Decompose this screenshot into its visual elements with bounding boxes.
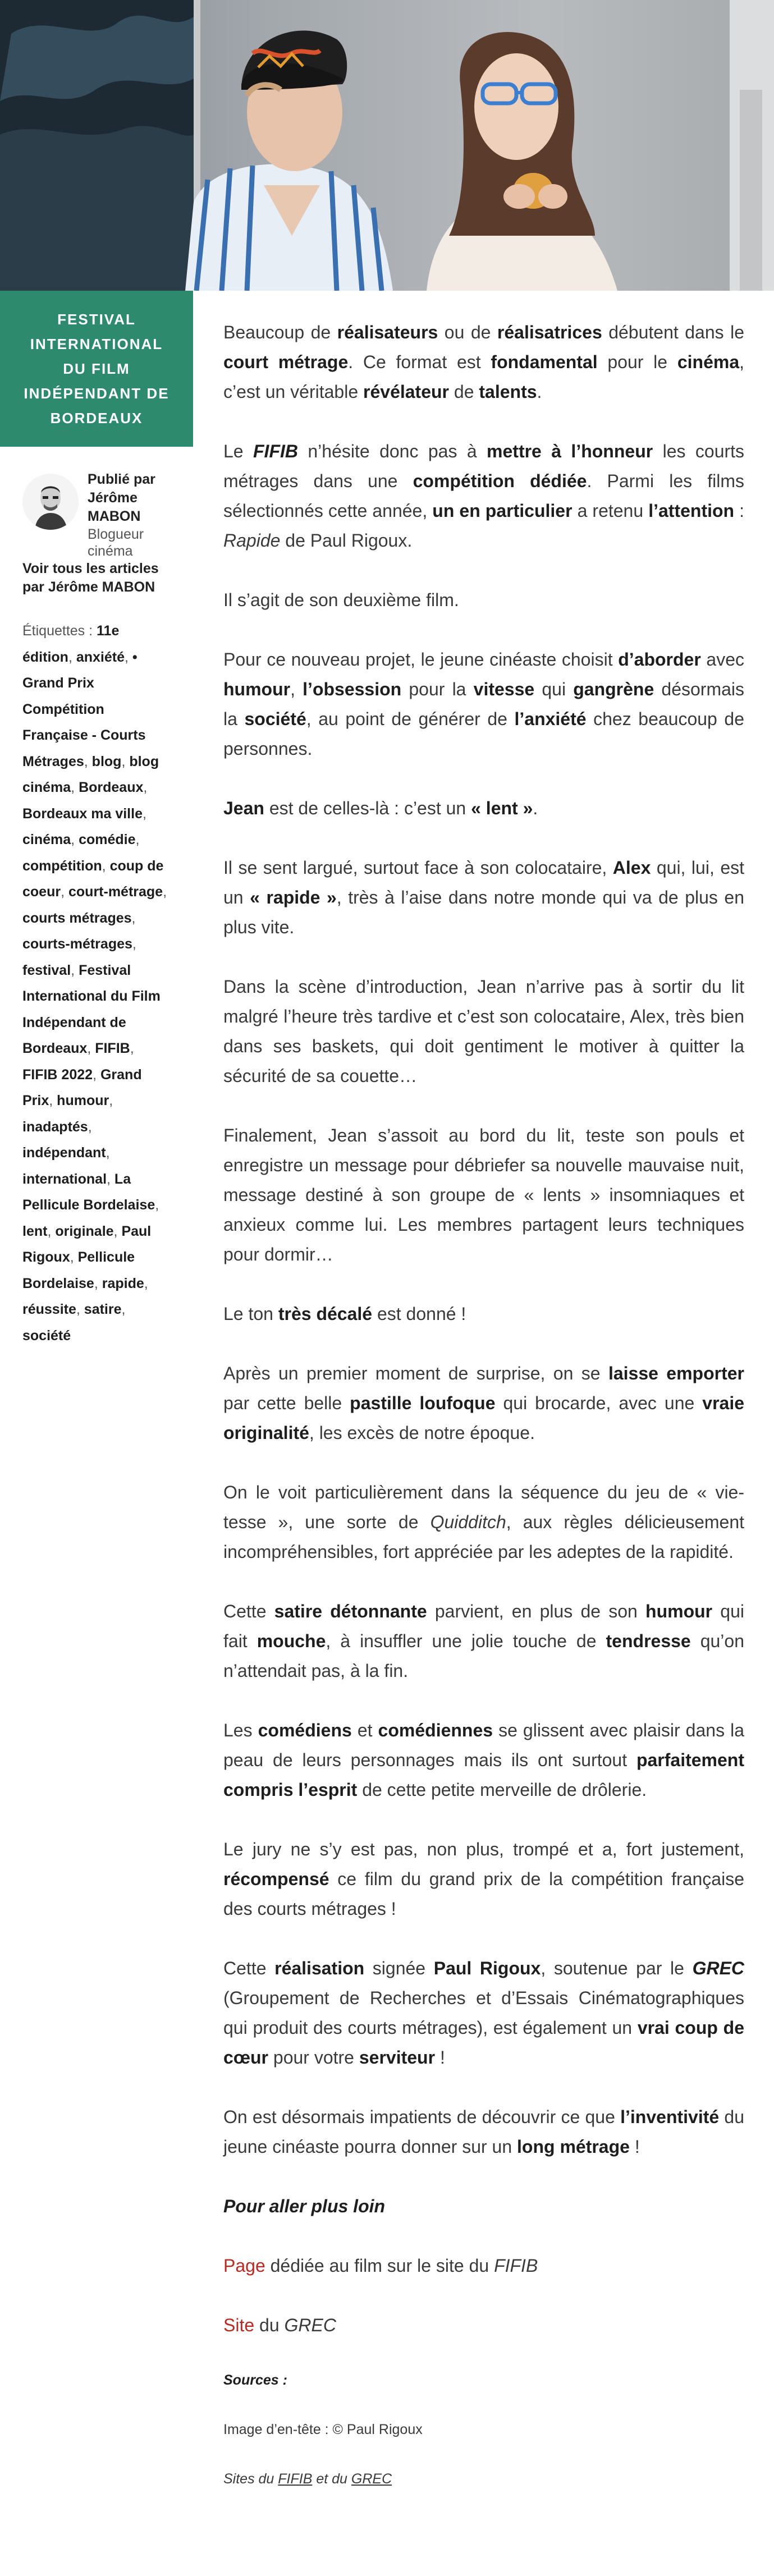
author-byline (88, 470, 170, 526)
tag-link[interactable]: festival (22, 962, 71, 978)
hero-image (0, 0, 774, 291)
paragraph: Cette satire détonnante parvient, en plus de son humour qui fait mouche, à insuffler une jolie touche de tendresse qu’on n’attendait pas, à la fin. (223, 1601, 745, 1681)
paragraph: On est désormais impatients de découvrir ce que l’inventivité du jeune cinéaste pourra donner sur un long métrage ! (223, 2107, 745, 2157)
tag-link[interactable]: coup de coeur (22, 858, 164, 900)
tags-list: Étiquettes : 11e édition, anxiété, • Grand Prix Compétition Française - Courts Métrages, blog, blog cinéma, Bordeaux, Bordeaux ma ville, cinéma, comédie, compétition, coup de coeur, court-métrage, courts métrages, courts-métrages, festival, Festival International du Film Indépendant de Bordeaux, FIFIB, FIFIB 2022, Grand Prix, humour, inadaptés, indépendant, international, La Pellicule Bordelaise, lent, originale, Paul Rigoux, Pellicule Bordelaise, rapide, réussite, satire, société (22, 623, 167, 1344)
tag-link[interactable]: Festival International du Film Indépendant de Bordeaux (22, 962, 161, 1056)
paragraph: Jean est de celles-là : c’est un « lent ». (223, 798, 538, 818)
paragraph: Le ton très décalé est donné ! (223, 1304, 466, 1324)
category-badge[interactable] (0, 291, 193, 447)
tag-link[interactable]: indépendant (22, 1145, 106, 1161)
tag-link[interactable]: Paul Rigoux (22, 1223, 152, 1265)
sidebar (0, 291, 193, 1349)
paragraph: Dans la scène d’introduction, Jean n’arrive pas à sortir du lit malgré l’heure très tardive et c’est son colocataire, Alex, très bien dans ses baskets, qui doit gentiment le motiver à quitter la sécurité de sa couette… (223, 977, 744, 1086)
avatar[interactable] (22, 474, 79, 530)
tag-link[interactable]: Bordeaux ma ville (22, 805, 143, 822)
category-label: FESTIVAL INTERNATIONAL DU FILM INDÉPENDANT DE BORDEAUX (24, 311, 170, 427)
tag-link[interactable]: blog (91, 753, 122, 769)
tag-link[interactable]: rapide (102, 1275, 144, 1291)
tags-label: Étiquettes : (22, 623, 93, 639)
article-body (223, 318, 744, 2518)
author-name[interactable]: Jérôme MABON (88, 490, 141, 524)
tag-link[interactable]: 11e édition (22, 623, 120, 665)
further-link-grec: Site du GREC (223, 2315, 336, 2335)
paragraph: Le FIFIB n’hésite donc pas à mettre à l’honneur les courts métrages dans une compétition dédiée. Parmi les films sélectionnés cette année, un en particulier a retenu l’attention : Rapide de Paul Rigoux. (223, 441, 745, 551)
tag-link[interactable]: international (22, 1171, 107, 1187)
tag-link[interactable]: Grand Prix (22, 1066, 142, 1108)
paragraph: Après un premier moment de surprise, on se laisse emporter par cette belle pastille loufoque qui brocarde, avec une vraie originalité, les excès de notre époque. (223, 1363, 745, 1443)
tag-link[interactable]: lent (22, 1223, 48, 1239)
tag-link[interactable]: satire (84, 1301, 122, 1317)
fifib-source-link[interactable]: FIFIB (278, 2471, 313, 2487)
tag-link[interactable]: La Pellicule Bordelaise (22, 1171, 155, 1213)
tag-link[interactable]: inadaptés (22, 1119, 88, 1135)
tag-link[interactable]: cinéma (22, 832, 71, 847)
see-all-articles-link[interactable]: Voir tous les articles par Jérôme MABON (22, 561, 159, 595)
paragraph: Le jury ne s’y est pas, non plus, trompé et a, fort justement, récompensé ce film du grand prix de la compétition française des courts métrages ! (223, 1839, 744, 1919)
sources-label: Sources : (223, 2372, 287, 2388)
tag-link[interactable]: comédie (79, 832, 136, 847)
tag-link[interactable]: courts-métrages (22, 936, 132, 952)
sources-sites: Sites du FIFIB et du GREC (223, 2471, 392, 2487)
author-box (22, 470, 170, 597)
tag-link[interactable]: Pellicule Bordelaise (22, 1249, 135, 1291)
tag-link[interactable]: blog cinéma (22, 753, 159, 795)
author-role: Blogueur cinéma (88, 526, 144, 559)
tag-link[interactable]: humour (57, 1093, 109, 1108)
grec-site-link[interactable]: Site (223, 2315, 255, 2335)
tag-link[interactable]: FIFIB (95, 1041, 130, 1056)
tag-link[interactable]: court-métrage (68, 884, 163, 900)
tag-link[interactable]: originale (55, 1223, 114, 1239)
further-reading-heading: Pour aller plus loin (223, 2196, 386, 2216)
tag-link[interactable]: courts métrages (22, 910, 132, 926)
author-more (22, 560, 170, 597)
paragraph: On le voit particulièrement dans la séquence du jeu de « vie-tesse », une sorte de Quidditch, aux règles délicieusement incompréhensibles, fort appréciée par les adeptes de la rapidité. (223, 1482, 745, 1562)
paragraph: Les comédiens et comédiennes se glissent avec plaisir dans la peau de leurs personnages mais ils ont surtout parfaitement compris l’esprit de cette petite merveille de drôlerie. (223, 1720, 745, 1800)
paragraph: Pour ce nouveau projet, le jeune cinéaste choisit d’aborder avec humour, l’obsession pour la vitesse qui gangrène désormais la société, au point de générer de l’anxiété chez beaucoup de personnes. (223, 649, 745, 759)
tag-link[interactable]: Bordeaux (79, 780, 144, 795)
tag-link[interactable]: anxiété (76, 649, 125, 665)
paragraph: Il se sent largué, surtout face à son colocataire, Alex qui, lui, est un « rapide », très à l’aise dans notre monde qui va de plus en plus vite. (223, 858, 745, 937)
further-link-fifib: Page dédiée au film sur le site du FIFIB (223, 2256, 538, 2276)
tag-link[interactable]: compétition (22, 858, 102, 874)
tag-link[interactable]: société (22, 1327, 71, 1344)
grec-source-link[interactable]: GREC (351, 2471, 392, 2487)
paragraph: Cette réalisation signée Paul Rigoux, soutenue par le GREC (Groupement de Recherches et d’Essais Cinématographiques qui produit des courts métrages), est également un vrai coup de cœur pour votre serviteur ! (223, 1958, 745, 2068)
tag-link[interactable]: • Grand Prix Compétition Française - Courts Métrages (22, 649, 146, 769)
paragraph: Beaucoup de réalisateurs ou de réalisatrices débutent dans le court métrage. Ce format est fondamental pour le cinéma, c’est un véritable révélateur de talents. (223, 322, 745, 402)
paragraph: Il s’agit de son deuxième film. (223, 590, 459, 610)
published-by-label: Publié par (88, 471, 155, 487)
paragraph: Finalement, Jean s’assoit au bord du lit, teste son pouls et enregistre un message pour débriefer sa nouvelle mauvaise nuit, message destiné à son groupe de « lents » insomniaques et anxieux comme lui. Les membres partagent leurs techniques pour dormir… (223, 1125, 744, 1264)
tag-link[interactable]: réussite (22, 1301, 76, 1317)
image-credit: Image d’en-tête : © Paul Rigoux (223, 2422, 423, 2437)
fifib-page-link[interactable]: Page (223, 2256, 265, 2276)
tag-link[interactable]: FIFIB 2022 (22, 1066, 93, 1083)
